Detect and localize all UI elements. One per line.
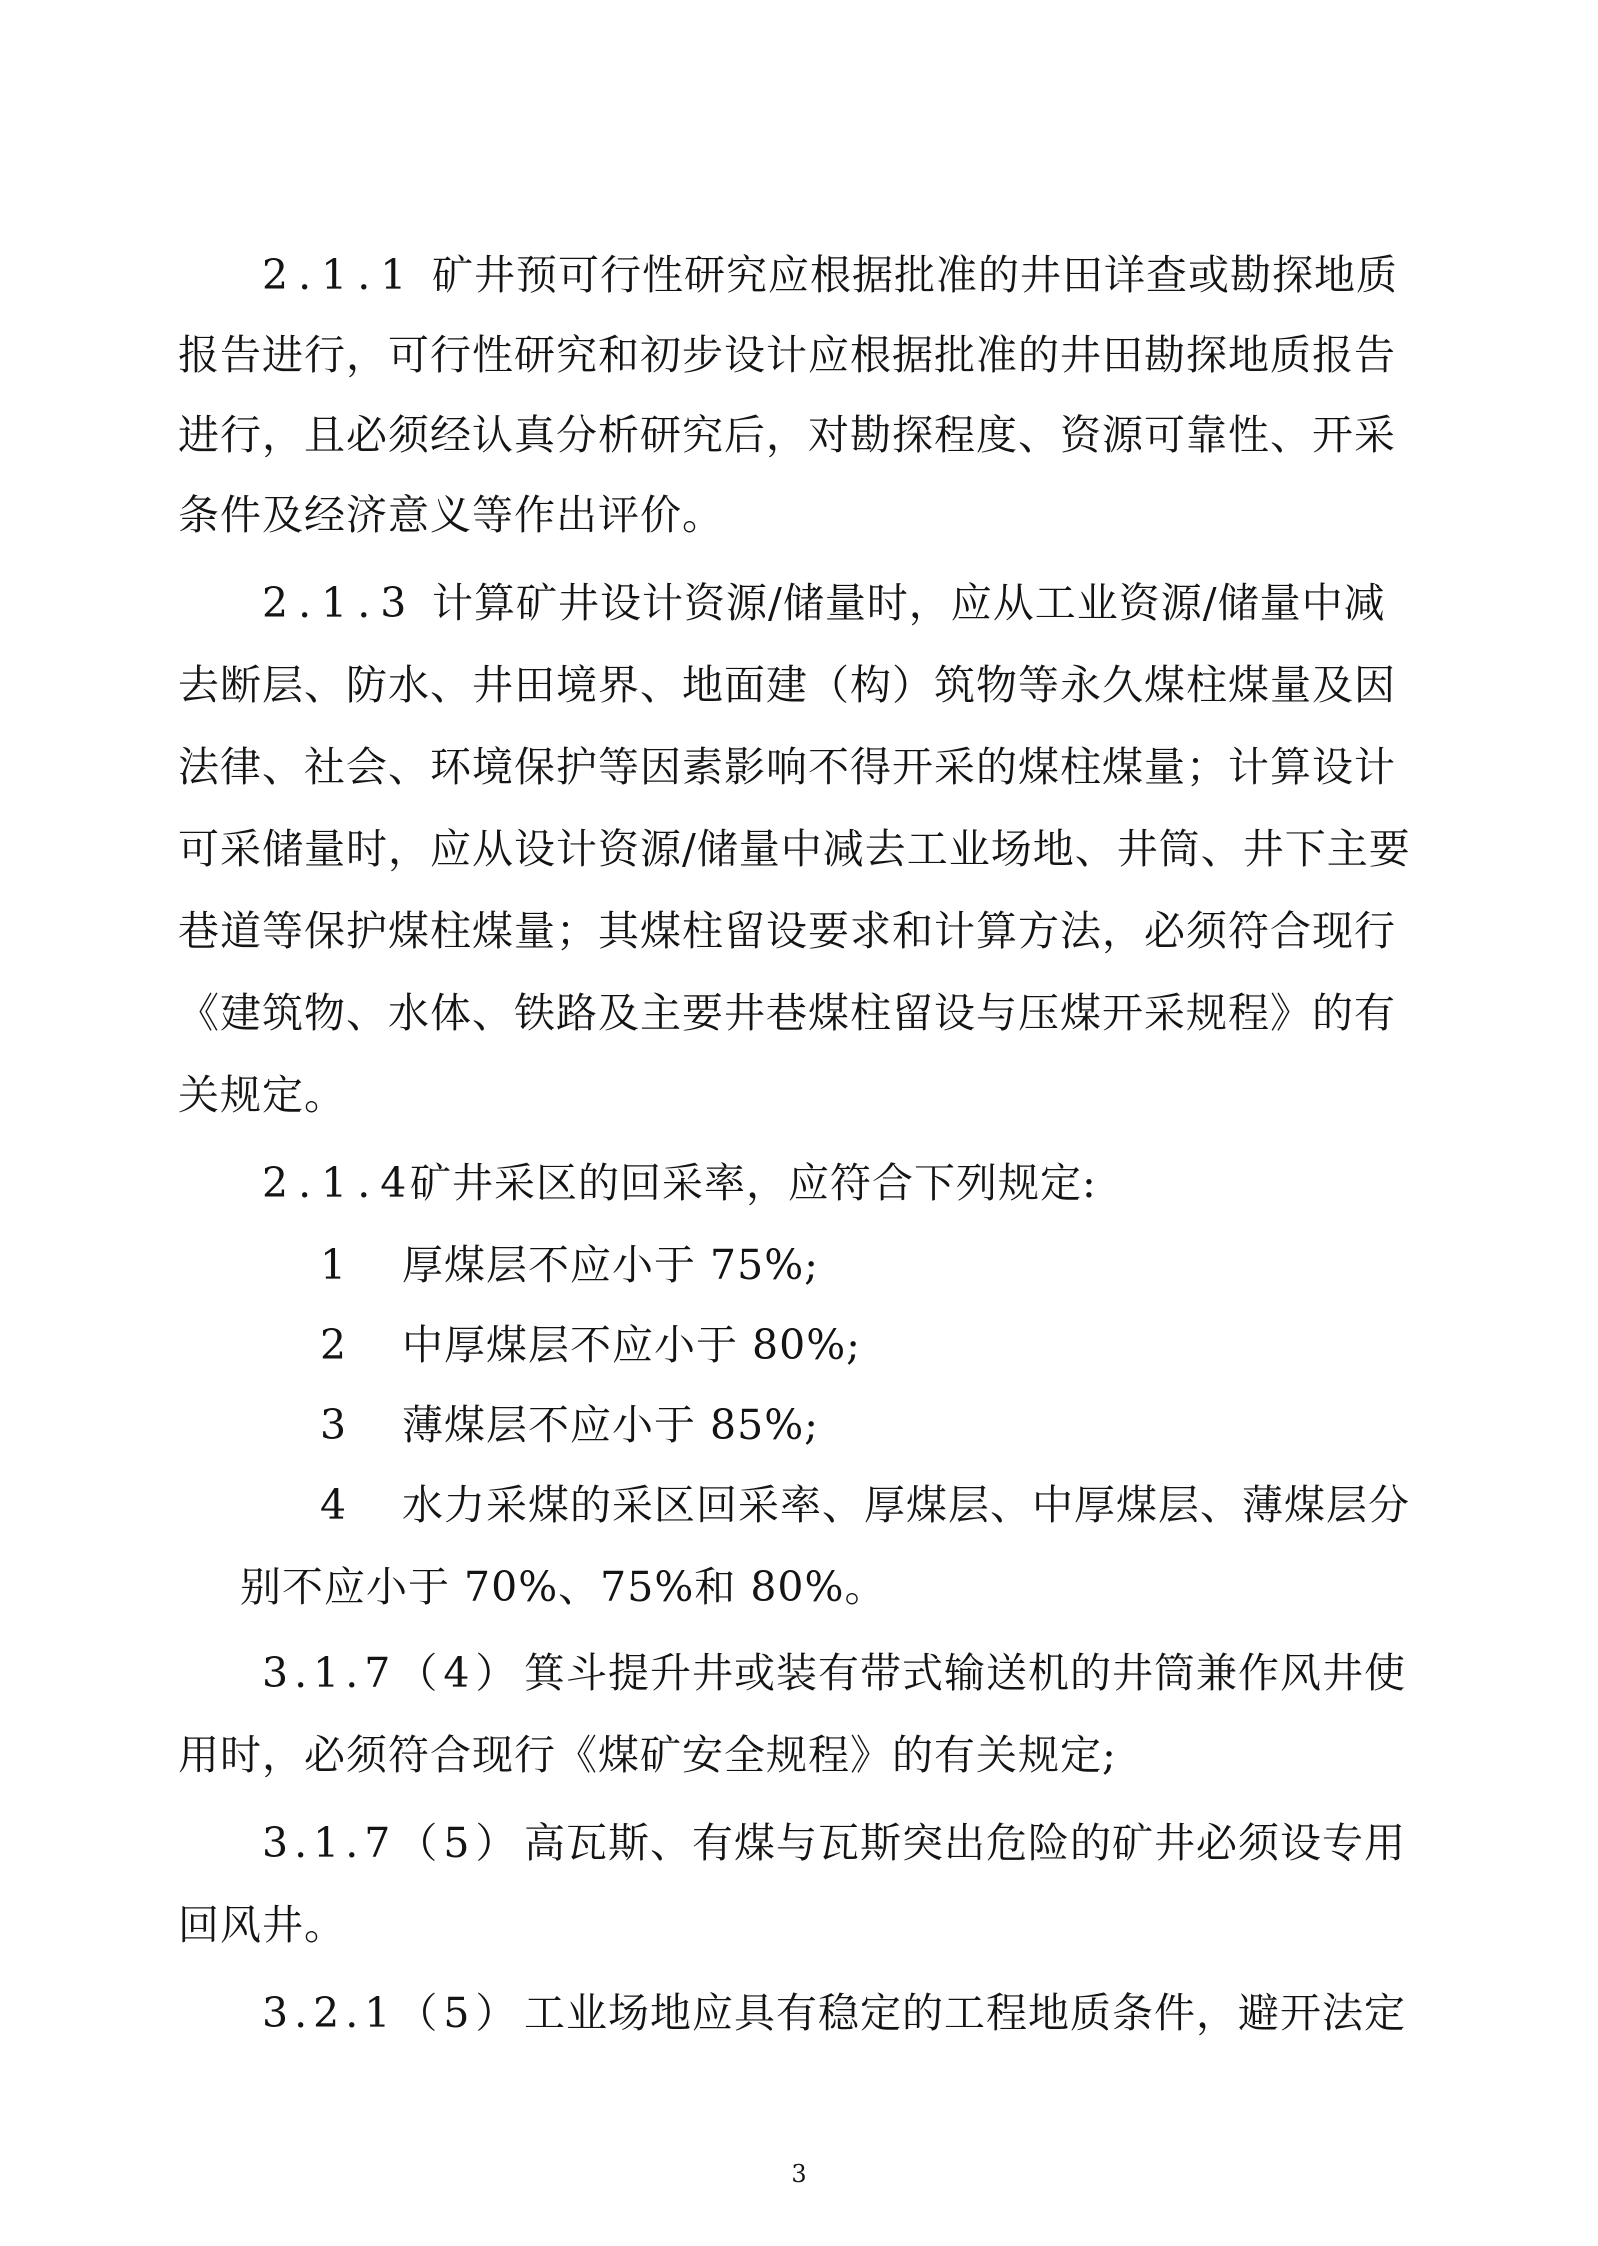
list-item [320, 1400, 819, 1450]
clause-text-line: 去断层、防水、井田境界、地面建（构）筑物等永久煤柱煤量及因 [178, 661, 1396, 709]
clause-text-line: 回风井。 [178, 1901, 346, 1949]
clause-3-2-1-5-first-line [262, 1988, 1406, 2038]
clause-text: 矿井采区的回采率，应符合下列规定: [410, 1159, 1097, 1207]
list-item-text: 薄煤层不应小于 85%; [402, 1401, 819, 1449]
clause-number: 2.1.4 [262, 1159, 417, 1207]
clause-text: 矿井预可行性研究应根据批准的井田详查或勘探地质 [432, 251, 1398, 299]
clause-text-line: 用时，必须符合现行《煤矿安全规程》的有关规定; [178, 1731, 1117, 1779]
clause-2-1-4-first-line [262, 1158, 1097, 1208]
clause-text: 箕斗提升井或装有带式输送机的井筒兼作风井使 [524, 1649, 1406, 1697]
clause-number: 3.1.7（5） [262, 1819, 523, 1867]
clause-text-line: 法律、社会、环境保护等因素影响不得开采的煤柱煤量；计算设计 [178, 743, 1396, 791]
clause-text-line: 关规定。 [178, 1071, 346, 1119]
clause-2-1-1-first-line [262, 250, 1398, 300]
clause-number: 3.2.1（5） [262, 1989, 523, 2037]
clause-text-line: 可采储量时，应从设计资源/储量中减去工业场地、井筒、井下主要 [178, 825, 1411, 873]
clause-2-1-3-first-line [262, 578, 1386, 628]
clause-number: 3.1.7（4） [262, 1649, 523, 1697]
clause-text-line: 《建筑物、水体、铁路及主要井巷煤柱留设与压煤开采规程》的有 [178, 989, 1396, 1037]
list-item-number: 1 [320, 1241, 348, 1289]
list-item-number: 3 [320, 1401, 348, 1449]
clause-text-line: 进行，且必须经认真分析研究后，对勘探程度、资源可靠性、开采 [178, 411, 1396, 459]
clause-3-1-7-4-first-line [262, 1648, 1406, 1698]
list-item [320, 1320, 861, 1370]
clause-text: 计算矿井设计资源/储量时，应从工业资源/储量中减 [432, 579, 1386, 627]
clause-number: 2.1.3 [262, 579, 417, 627]
clause-text: 高瓦斯、有煤与瓦斯突出危险的矿井必须设专用 [524, 1819, 1406, 1867]
list-item [320, 1240, 819, 1290]
list-item-number: 2 [320, 1321, 348, 1369]
list-item-text: 水力采煤的采区回采率、厚煤层、中厚煤层、薄煤层分 [402, 1481, 1410, 1529]
list-item-text: 厚煤层不应小于 75%; [402, 1241, 819, 1289]
list-item-number: 4 [320, 1481, 348, 1529]
clause-text-line: 条件及经济意义等作出评价。 [178, 491, 724, 539]
clause-number: 2.1.1 [262, 251, 417, 299]
page-number: 3 [791, 2160, 807, 2188]
list-item [320, 1480, 1410, 1530]
clause-text-line: 巷道等保护煤柱煤量；其煤柱留设要求和计算方法，必须符合现行 [178, 907, 1396, 955]
clause-3-1-7-5-first-line [262, 1818, 1406, 1868]
list-item-continuation: 别不应小于 70%、75%和 80%。 [240, 1563, 887, 1611]
clause-text-line: 报告进行，可行性研究和初步设计应根据批准的井田勘探地质报告 [178, 331, 1396, 379]
clause-text: 工业场地应具有稳定的工程地质条件，避开法定 [524, 1989, 1406, 2037]
list-item-text: 中厚煤层不应小于 80%; [402, 1321, 861, 1369]
